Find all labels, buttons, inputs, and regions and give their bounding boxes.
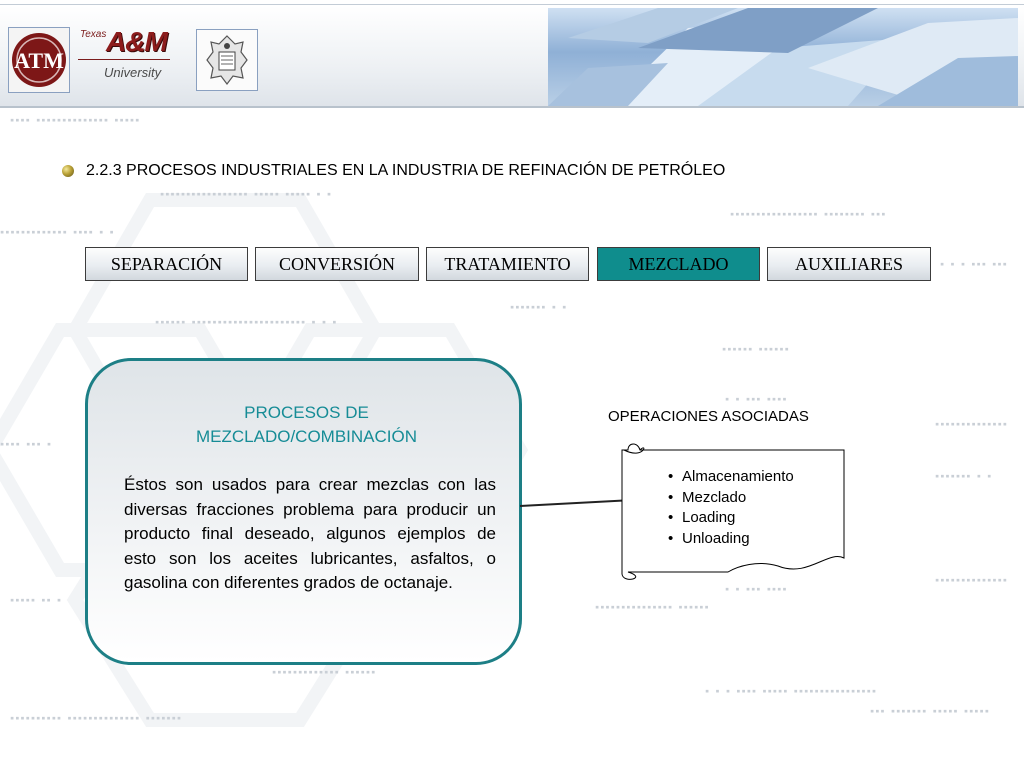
- process-box-title-line1: PROCESOS DE: [244, 403, 369, 422]
- background-text-texture: ▪▪▪▪▪▪▪▪▪▪▪▪▪▪▪ ▪▪▪▪▪▪: [595, 603, 710, 611]
- process-box-title-line2: MEZCLADO/COMBINACIÓN: [195, 427, 418, 446]
- background-text-texture: ▪▪▪▪▪▪▪ ▪ ▪: [510, 303, 568, 311]
- logo-underline: [78, 59, 170, 60]
- tab-label: CONVERSIÓN: [278, 253, 395, 274]
- background-text-texture: ▪▪▪ ▪▪▪▪▪▪▪ ▪▪▪▪▪ ▪▪▪▪▪: [870, 707, 990, 715]
- background-text-texture: ▪ ▪ ▪ ▪▪▪▪ ▪▪▪▪▪ ▪▪▪▪▪▪▪▪▪▪▪▪▪▪▪▪: [705, 687, 878, 695]
- list-item: • Mezclado: [666, 488, 794, 509]
- logo-texas-text: Texas: [80, 29, 107, 40]
- list-item: • Loading: [666, 508, 794, 529]
- header-banner: [0, 0, 1024, 112]
- tab-label: TRATAMIENTO: [444, 253, 571, 274]
- background-text-texture: ▪▪▪▪▪▪▪▪▪▪▪▪▪▪: [935, 576, 1009, 584]
- tab-label: MEZCLADO: [628, 253, 729, 274]
- background-text-texture: ▪▪▪▪▪▪▪▪▪▪▪▪▪ ▪▪▪▪ ▪ ▪: [0, 228, 115, 236]
- background-text-texture: ▪▪▪▪▪▪▪▪▪▪ ▪▪▪▪▪▪▪▪▪▪▪▪▪▪ ▪▪▪▪▪▪▪: [10, 714, 183, 722]
- background-text-texture: ▪▪▪▪▪▪▪ ▪ ▪: [935, 472, 993, 480]
- metal-bars-graphic: [548, 8, 1018, 106]
- tab-tratamiento[interactable]: [426, 247, 589, 281]
- logo-am-text: A&M: [106, 26, 167, 57]
- atm-logo-image: [8, 27, 70, 93]
- tab-mezclado[interactable]: [597, 247, 760, 281]
- tab-label: SEPARACIÓN: [110, 253, 223, 274]
- background-text-texture: ▪▪▪▪▪▪▪▪▪▪▪▪▪ ▪▪▪▪▪▪: [272, 668, 377, 676]
- process-description-box: [85, 358, 522, 665]
- tab-label: AUXILIARES: [795, 253, 903, 274]
- background-text-texture: ▪ ▪ ▪▪▪ ▪▪▪▪: [725, 585, 788, 593]
- background-text-texture: ▪▪▪▪▪▪▪▪▪▪▪▪▪▪▪▪▪ ▪▪▪▪▪▪▪▪ ▪▪▪: [730, 210, 887, 218]
- process-box-title: [88, 401, 525, 449]
- process-box-description: Éstos son usados para crear mezclas con las diversas fracciones problema para producir un producto final deseado, algunos ejemplos de esto son los aceites lubricantes, asfaltos, o gasolina con diferentes grados de octanaje.: [124, 475, 496, 592]
- tab-auxiliares[interactable]: [767, 247, 931, 281]
- background-text-texture: ▪▪▪▪ ▪▪▪ ▪: [0, 440, 53, 448]
- title-bullet-icon: [62, 165, 74, 177]
- background-text-texture: ▪▪▪▪▪▪▪▪▪▪▪▪▪▪▪▪▪ ▪▪▪▪▪ ▪▪▪▪▪ ▪ ▪: [160, 190, 333, 198]
- list-item: • Almacenamiento: [666, 467, 794, 488]
- tab-conversion[interactable]: [255, 247, 419, 281]
- header-top-divider: [0, 4, 1024, 5]
- metal-bars-image: [548, 8, 1018, 106]
- background-text-texture: ▪ ▪ ▪ ▪▪▪ ▪▪▪: [940, 260, 1008, 268]
- header-divider: [0, 106, 1024, 108]
- background-text-texture: ▪▪▪▪▪ ▪▪ ▪: [10, 596, 63, 604]
- list-item: • Unloading: [666, 529, 794, 550]
- operations-title: OPERACIONES ASOCIADAS: [608, 408, 809, 425]
- logo-university-text: University: [104, 65, 162, 80]
- seal-logo-image: [196, 29, 258, 91]
- svg-text:ATM: ATM: [14, 48, 64, 73]
- operations-list: [666, 467, 794, 549]
- background-text-texture: ▪▪▪▪ ▪▪▪▪▪▪▪▪▪▪▪▪▪▪ ▪▪▪▪▪: [10, 116, 141, 124]
- slide-title: 2.2.3 PROCESOS INDUSTRIALES EN LA INDUSTRIA DE REFINACIÓN DE PETRÓLEO: [86, 162, 726, 179]
- background-text-texture: ▪▪▪▪▪▪▪▪▪▪▪▪▪▪: [935, 420, 1009, 428]
- background-text-texture: ▪ ▪ ▪▪▪ ▪▪▪▪: [725, 395, 788, 403]
- background-text-texture: ▪▪▪▪▪▪ ▪▪▪▪▪▪▪▪▪▪▪▪▪▪▪▪▪▪▪▪▪▪ ▪ ▪ ▪: [155, 318, 338, 326]
- background-text-texture: ▪▪▪▪▪▪ ▪▪▪▪▪▪: [722, 345, 790, 353]
- tab-separacion[interactable]: [85, 247, 248, 281]
